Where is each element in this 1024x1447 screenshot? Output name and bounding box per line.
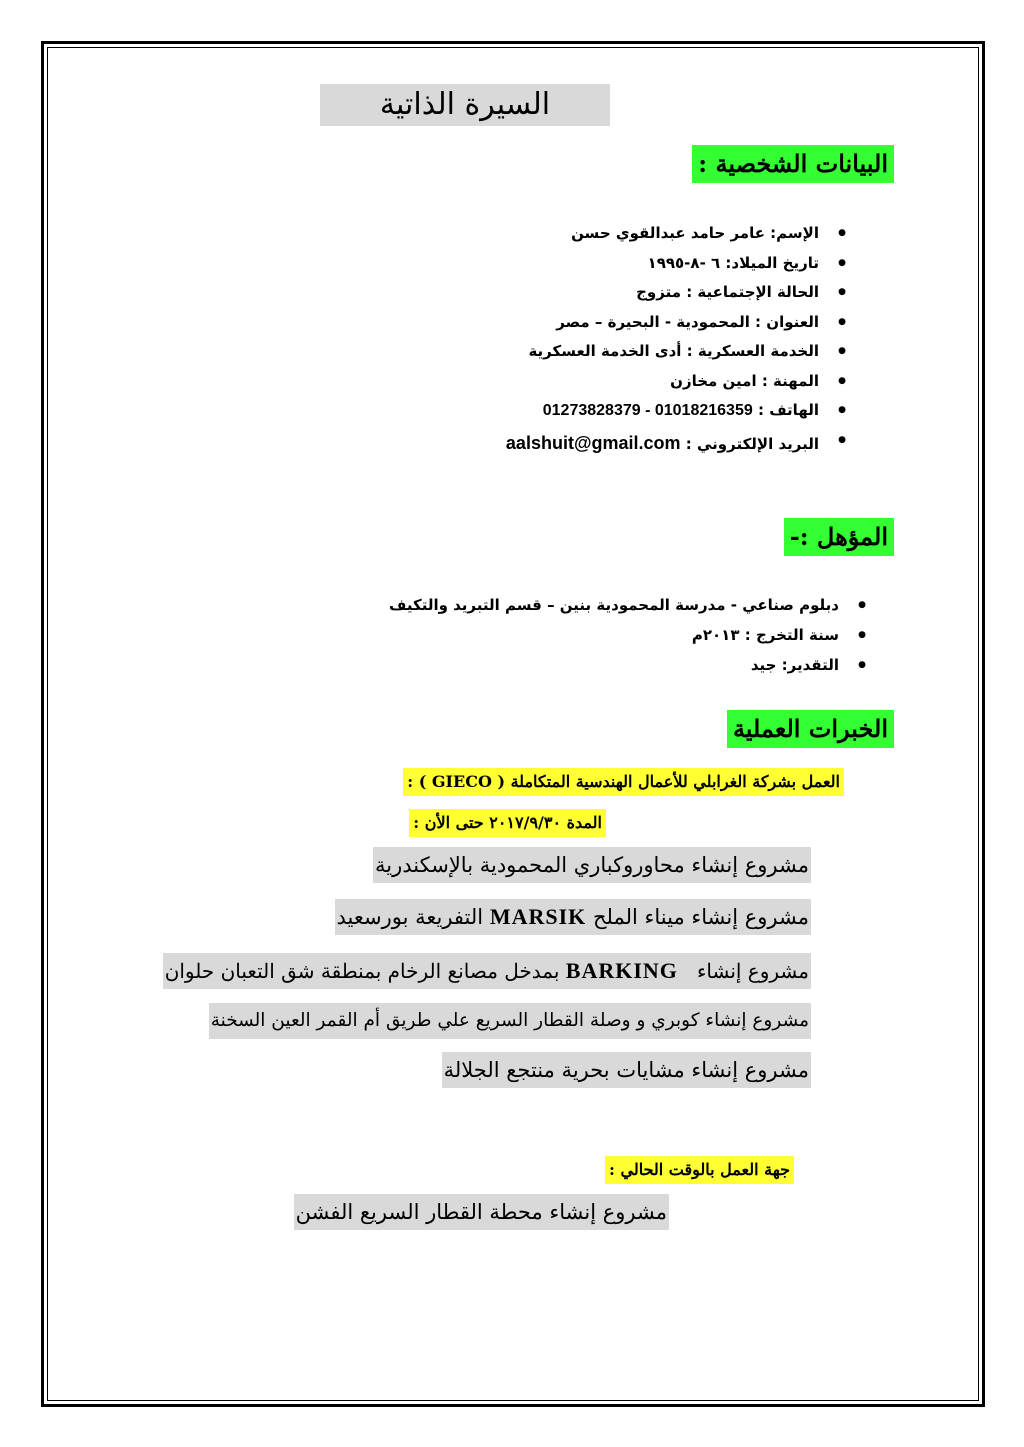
project-brand: MARSIK — [489, 904, 587, 929]
project-text: بمدخل مصانع الرخام بمنطقة شق التعبان حلوان — [164, 959, 560, 983]
personal-item-address: ● العنوان : المحمودية - البحيرة – مصر — [506, 308, 819, 338]
phone-label: الهاتف : — [757, 401, 819, 419]
project-text: مشروع إنشاء ميناء الملح — [592, 905, 809, 929]
current-project: مشروع إنشاء محطة القطار السريع الفشن — [294, 1194, 669, 1230]
qualification-item-grad-year: ● سنة التخرج : ٢٠١٣م — [389, 620, 839, 650]
personal-heading: البيانات الشخصية : — [692, 145, 894, 183]
personal-item-military: ● الخدمة العسكرية : أدى الخدمة العسكرية — [506, 337, 819, 367]
project-item: مشروع إنشاء مشايات بحرية منتجع الجلالة — [442, 1052, 811, 1088]
project-text: مشروع إنشاء — [696, 959, 809, 983]
personal-item-name: ● الإسم: عامر حامد عبدالقوي حسن — [506, 219, 819, 249]
page-title: السيرة الذاتية — [320, 84, 610, 126]
experience-company: العمل بشركة الغرابلي للأعمال الهندسية المتكاملة ( GIECO ) : — [403, 768, 844, 796]
personal-item-job: ● المهنة : امين مخازن — [506, 367, 819, 397]
qualification-item-diploma: ● دبلوم صناعي - مدرسة المحمودية بنين – قسم التبريد والتكيف — [389, 590, 839, 620]
email-label: البريد الإلكتروني : — [685, 434, 819, 453]
qualification-list — [389, 590, 839, 680]
qualification-item-grade: ● التقدير: جيد — [389, 650, 839, 680]
project-text: التفريعة بورسعيد — [336, 905, 484, 929]
personal-item-phone — [506, 396, 819, 426]
current-work-heading: جهة العمل بالوقت الحالي : — [605, 1156, 794, 1184]
personal-item-marital: ● الحالة الإجتماعية : متزوج — [506, 278, 819, 308]
experience-period: المدة ٢٠١٧/٩/٣٠ حتى الأن : — [409, 809, 606, 837]
project-item: مشروع إنشاء كوبري و وصلة القطار السريع علي طريق أم القمر العين السخنة — [209, 1003, 811, 1039]
experience-heading: الخبرات العملية — [727, 710, 894, 748]
personal-item-birthdate: ● تاريخ الميلاد: ٦ -٨-١٩٩٥ — [506, 249, 819, 279]
personal-item-email — [506, 426, 819, 460]
phone-value: 01273828379 - 01018216359 — [542, 402, 753, 419]
project-item: مشروع إنشاء محاوروكباري المحمودية بالإسكندرية — [373, 847, 811, 883]
qualification-heading: المؤهل :- — [784, 518, 894, 556]
project-item — [163, 953, 811, 989]
project-item — [335, 899, 811, 935]
project-brand: BARKING — [565, 958, 678, 983]
personal-list — [506, 219, 819, 460]
email-value: aalshuit@gmail.com — [505, 432, 681, 453]
